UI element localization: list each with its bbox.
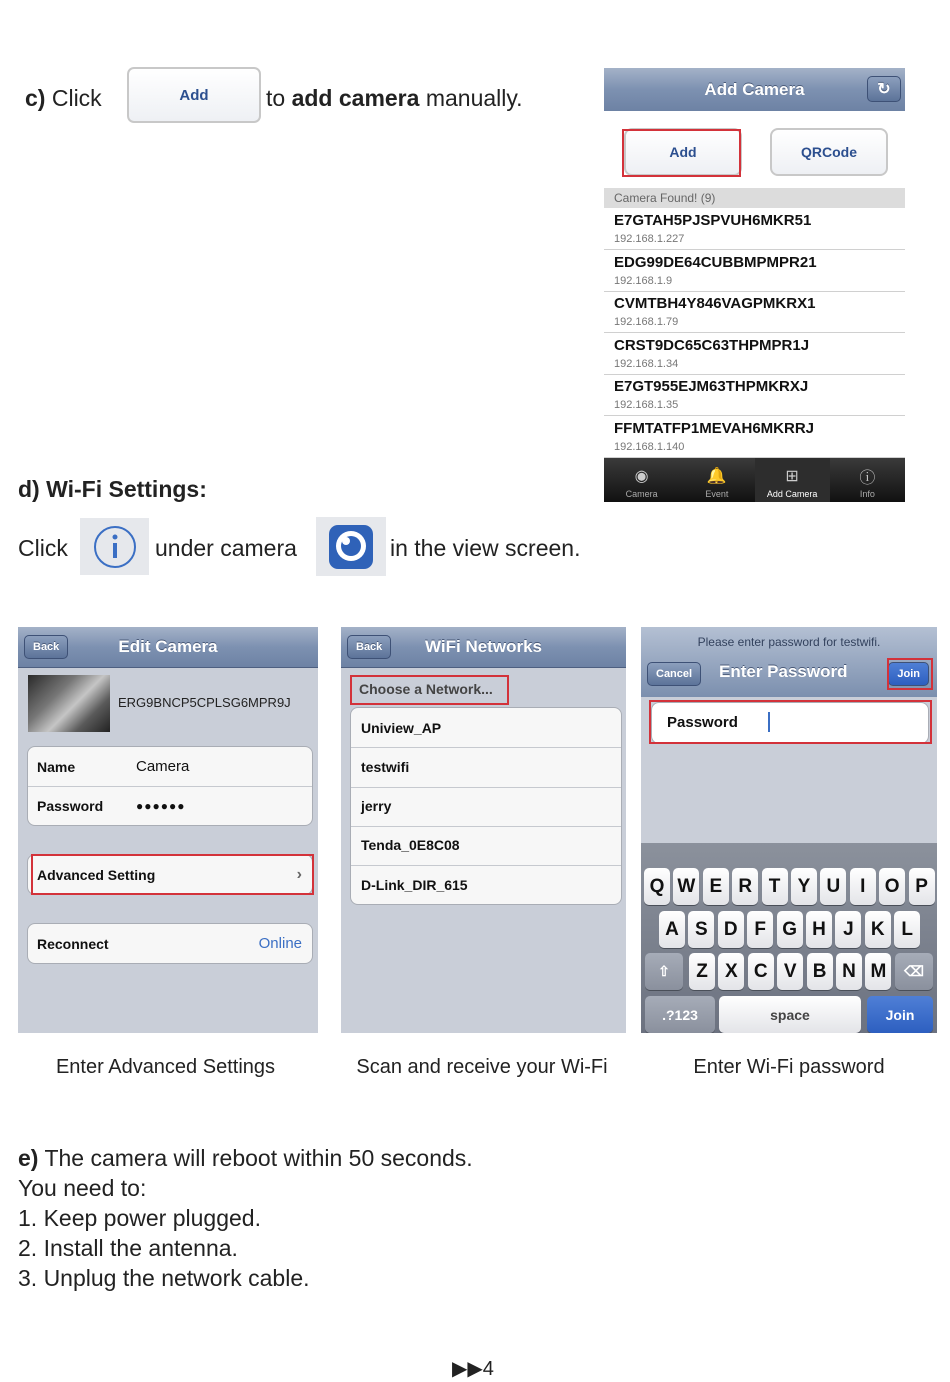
- camera-ip-text: 192.168.1.227: [614, 233, 685, 245]
- step-c-manually: manually.: [425, 85, 523, 111]
- camera-list-item[interactable]: [604, 250, 905, 292]
- step-d-under-camera: under camera: [155, 535, 297, 561]
- key-n[interactable]: N: [836, 953, 862, 990]
- key-t[interactable]: T: [762, 868, 788, 905]
- step-e-line3: 1. Keep power plugged.: [18, 1205, 261, 1231]
- add-camera-title: Add Camera: [704, 79, 805, 99]
- key-k[interactable]: K: [865, 911, 891, 948]
- network-row[interactable]: [351, 787, 621, 826]
- key-g[interactable]: G: [777, 911, 803, 948]
- inline-add-button-label: Add: [179, 86, 209, 104]
- network-list: [350, 707, 622, 905]
- wifi-networks-screen: [341, 627, 626, 1033]
- join-highlight-box: [887, 658, 933, 690]
- key-r[interactable]: R: [732, 868, 758, 905]
- inline-camera-icon-image: [316, 517, 386, 576]
- back-button-label: Back: [33, 641, 60, 653]
- camera-app-icon: [326, 522, 376, 572]
- password-label: Password: [37, 797, 104, 814]
- wifi-title: WiFi Networks: [425, 637, 542, 656]
- caption-advanced: Enter Advanced Settings: [55, 1056, 276, 1078]
- camera-ip-text: 192.168.1.35: [614, 399, 679, 411]
- step-c-line: [25, 85, 102, 112]
- step-d-click: Click: [18, 535, 68, 561]
- bell-icon: 🔔: [706, 468, 727, 485]
- add-camera-buttons-area: [604, 111, 905, 188]
- join-button-label: Join: [897, 668, 920, 680]
- camera-id-text: E7GTAH5PJSPVUH6MKR51: [614, 212, 812, 229]
- network-row[interactable]: [351, 708, 621, 747]
- backspace-key[interactable]: [895, 953, 933, 990]
- numbers-key[interactable]: [645, 996, 715, 1033]
- key-m[interactable]: M: [865, 953, 891, 990]
- camera-id: ERG9BNCP5CPLSG6MPR9J: [118, 695, 291, 710]
- edit-camera-title: Edit Camera: [118, 637, 218, 656]
- choose-highlight-box: [350, 675, 509, 705]
- camera-id-text: FFMTATFP1MEVAH6MKRRJ: [614, 419, 814, 437]
- key-s[interactable]: S: [688, 911, 714, 948]
- key-d[interactable]: D: [718, 911, 744, 948]
- camera-list-item[interactable]: [604, 416, 905, 458]
- add-highlight-box: [622, 129, 741, 177]
- step-e-label: e): [18, 1145, 39, 1171]
- key-h[interactable]: H: [806, 911, 832, 948]
- step-d-in-view: in the view screen.: [390, 535, 581, 561]
- camera-list-item[interactable]: [604, 374, 905, 416]
- camera-ip-text: 192.168.1.34: [614, 357, 679, 370]
- network-row[interactable]: [351, 865, 621, 904]
- camera-list-item[interactable]: [604, 208, 905, 250]
- status-value: Online: [258, 935, 302, 952]
- cancel-button[interactable]: [647, 662, 701, 686]
- tab-add-camera-label: Add Camera: [766, 489, 818, 499]
- step-d-heading: d) Wi-Fi Settings:: [18, 476, 207, 502]
- camera-list: [604, 208, 905, 458]
- name-value: Camera: [136, 758, 190, 775]
- tab-camera[interactable]: [604, 458, 679, 502]
- space-key-label: space: [770, 1006, 810, 1023]
- camera-thumbnail: [28, 675, 110, 732]
- key-b[interactable]: B: [807, 953, 833, 990]
- enter-password-title: Enter Password: [719, 662, 848, 681]
- shift-icon: ⇧: [658, 963, 670, 979]
- step-e-line1: [18, 1145, 473, 1172]
- key-z[interactable]: Z: [689, 953, 715, 990]
- camera-list-item[interactable]: [604, 333, 905, 375]
- key-p[interactable]: P: [909, 868, 935, 905]
- key-u[interactable]: U: [820, 868, 846, 905]
- numbers-key-label: .?123: [662, 1006, 698, 1023]
- tab-camera-label: Camera: [625, 489, 658, 499]
- network-name: testwifi: [361, 758, 410, 775]
- reconnect-group[interactable]: [27, 923, 313, 964]
- name-row[interactable]: [28, 747, 312, 786]
- key-f[interactable]: F: [747, 911, 773, 948]
- qrcode-button-label: QRCode: [801, 144, 857, 160]
- key-x[interactable]: X: [718, 953, 744, 990]
- step-e-line2: You need to:: [18, 1175, 147, 1201]
- step-e-line4: 2. Install the antenna.: [18, 1235, 238, 1261]
- key-v[interactable]: V: [777, 953, 803, 990]
- step-c-to: to: [266, 85, 286, 111]
- network-name: D-Link_DIR_615: [361, 876, 468, 893]
- tab-info-label: Info: [859, 489, 875, 499]
- tab-bar: [604, 458, 905, 502]
- network-name: Uniview_AP: [361, 719, 442, 736]
- camera-ip-text: 192.168.1.9: [614, 274, 673, 287]
- choose-network-label: Choose a Network...: [359, 681, 493, 697]
- caption-scan: Scan and receive your Wi-Fi: [356, 1056, 608, 1078]
- key-c[interactable]: C: [748, 953, 774, 990]
- network-row[interactable]: [351, 747, 621, 786]
- qrcode-button[interactable]: [770, 128, 888, 176]
- password-highlight-box: [649, 700, 932, 744]
- back-button[interactable]: [347, 635, 391, 659]
- step-e-line5: 3. Unplug the network cable.: [18, 1265, 310, 1291]
- tab-info[interactable]: [830, 458, 905, 502]
- camera-found-header: Camera Found! (9): [604, 188, 905, 208]
- edit-camera-navbar: [18, 627, 318, 668]
- password-field-label: Password: [667, 714, 738, 731]
- info-circle-icon: [92, 524, 138, 570]
- key-y[interactable]: Y: [791, 868, 817, 905]
- info-icon: ⓘ: [859, 469, 876, 487]
- network-row[interactable]: [351, 826, 621, 865]
- backspace-icon: ⌫: [904, 963, 924, 979]
- add-button-label: Add: [669, 144, 697, 160]
- refresh-button[interactable]: [867, 76, 901, 102]
- password-prompt: Please enter password for testwifi.: [697, 635, 881, 649]
- inline-add-button-image: [127, 67, 261, 123]
- step-c-rest: [266, 85, 523, 112]
- network-name: Tenda_0E8C08: [361, 837, 460, 854]
- join-key-label: Join: [885, 1006, 915, 1023]
- camera-ip-text: 192.168.1.140: [614, 440, 685, 453]
- tab-add-camera[interactable]: [755, 458, 830, 502]
- camera-id-text: EDG99DE64CUBBMPMPR21: [614, 253, 817, 271]
- camera-ip-text: 192.168.1.79: [614, 316, 679, 328]
- inline-info-icon-image: [80, 518, 149, 575]
- caption-password: Enter Wi-Fi password: [693, 1056, 885, 1078]
- name-label: Name: [37, 758, 76, 775]
- camera-icon: ◉: [634, 468, 649, 485]
- key-a[interactable]: A: [659, 911, 685, 948]
- wifi-navbar: [341, 627, 626, 668]
- tab-event[interactable]: [679, 458, 754, 502]
- key-e[interactable]: E: [703, 868, 729, 905]
- add-camera-screen: [604, 68, 905, 502]
- add-camera-icon: ⊞: [785, 468, 799, 485]
- space-key[interactable]: [719, 996, 861, 1033]
- step-c-add-camera: add camera: [291, 85, 420, 111]
- key-q[interactable]: Q: [644, 868, 670, 905]
- add-camera-navbar: [604, 68, 905, 112]
- reconnect-label: Reconnect: [37, 935, 109, 952]
- camera-id-text: CRST9DC65C63THPMPR1J: [614, 336, 810, 354]
- step-c-click: Click: [51, 85, 102, 111]
- back-button[interactable]: [24, 635, 68, 659]
- advanced-setting-label: Advanced Setting: [37, 866, 156, 883]
- key-w[interactable]: W: [673, 868, 699, 905]
- password-dots: ●●●●●●: [136, 798, 186, 813]
- back-button-label: Back: [356, 641, 383, 653]
- advanced-highlight-box: [31, 854, 314, 895]
- key-j[interactable]: J: [835, 911, 861, 948]
- camera-list-item[interactable]: [604, 291, 905, 333]
- page-number: ▶▶4: [452, 1358, 494, 1380]
- refresh-icon: ↻: [877, 81, 891, 98]
- keyboard: [641, 843, 937, 1033]
- edit-camera-screen: [18, 627, 318, 1033]
- key-i[interactable]: I: [850, 868, 876, 905]
- key-o[interactable]: O: [879, 868, 905, 905]
- step-c-label: c): [25, 85, 46, 111]
- camera-id-text: CVMTBH4Y846VAGPMKRX1: [614, 295, 816, 312]
- network-name: jerry: [361, 798, 392, 815]
- camera-id-text: E7GT955EJM63THPMKRXJ: [614, 378, 809, 395]
- shift-key[interactable]: [645, 953, 683, 990]
- step-e-text: The camera will reboot within 50 seconds.: [44, 1145, 473, 1171]
- key-l[interactable]: L: [894, 911, 920, 948]
- cancel-button-label: Cancel: [656, 668, 693, 680]
- reconnect-row[interactable]: [28, 924, 312, 963]
- join-key[interactable]: [867, 996, 933, 1033]
- tab-event-label: Event: [705, 489, 729, 499]
- enter-password-screen: [641, 627, 937, 1033]
- password-row[interactable]: [28, 786, 312, 825]
- password-header: [641, 627, 937, 697]
- camera-info-group: [27, 746, 313, 826]
- chevron-right-icon: ›: [296, 865, 302, 883]
